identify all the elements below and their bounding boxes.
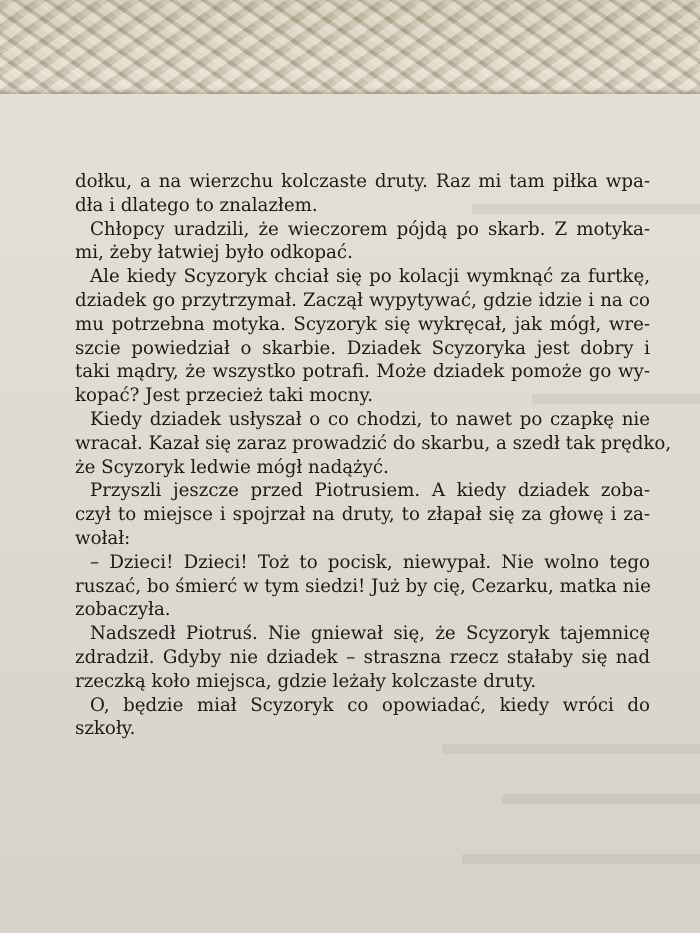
body-text: [75, 170, 672, 741]
text-line: zdradził. Gdyby nie dziadek – straszna rzecz stałaby się nad: [75, 646, 650, 668]
text-line: dołku, a na wierzchu kolczaste druty. Raz mi tam piłka wpa-: [75, 171, 650, 192]
text-line: rzeczką koło miejsca, gdzie leżały kolczaste druty.: [75, 670, 537, 692]
text-line: O, będzie miał Scyzoryk co opowiadać, kiedy wróci do: [90, 694, 650, 716]
text-line: szcie powiedział o skarbie. Dziadek Scyzoryka jest dobry i: [75, 337, 650, 359]
text-line: mi, żeby łatwiej było odkopać.: [75, 242, 353, 264]
text-line: ruszać, bo śmierć w tym siedzi! Już by cię, Cezarku, matka nie: [75, 575, 651, 597]
text-line: wołał:: [75, 527, 131, 549]
text-line: szkoły.: [75, 718, 136, 740]
text-line: dła i dlatego to znalazłem.: [75, 194, 318, 216]
text-line: czył to miejsce i spojrzał na druty, to złapał się za głowę i za-: [75, 504, 650, 526]
text-line: mu potrzebna motyka. Scyzoryk się wykręcał, jak mógł, wre-: [75, 313, 650, 335]
show-through-text: [442, 744, 700, 754]
text-line: Chłopcy uradzili, że wieczorem pójdą po skarb. Z motyka-: [90, 218, 650, 240]
text-line: – Dzieci! Dzieci! Toż to pocisk, niewypał. Nie wolno tego: [90, 551, 650, 573]
text-line: Nadszedł Piotruś. Nie gniewał się, że Scyzoryk tajemnicę: [90, 623, 650, 645]
text-line: dziadek go przytrzymał. Zaczął wypytywać, gdzie idzie i na co: [75, 289, 650, 311]
text-line: kopać? Jest przecież taki mocny.: [75, 385, 373, 407]
show-through-text: [502, 794, 700, 804]
text-line: Ale kiedy Scyzoryk chciał się po kolacji wymknąć za furtkę,: [90, 266, 650, 288]
text-line: Kiedy dziadek usłyszał o co chodzi, to nawet po czapkę nie: [90, 408, 650, 430]
text-line: że Scyzoryk ledwie mógł nadążyć.: [75, 456, 389, 478]
text-line: taki mądry, że wszystko potrafi. Może dziadek pomoże go wy-: [75, 361, 650, 383]
text-line: Przyszli jeszcze przed Piotrusiem. A kiedy dziadek zoba-: [90, 480, 650, 502]
text-line: wracał. Kazał się zaraz prowadzić do skarbu, a szedł tak prędko,: [75, 432, 672, 454]
show-through-text: [462, 854, 700, 864]
text-line: zobaczyła.: [75, 599, 171, 621]
